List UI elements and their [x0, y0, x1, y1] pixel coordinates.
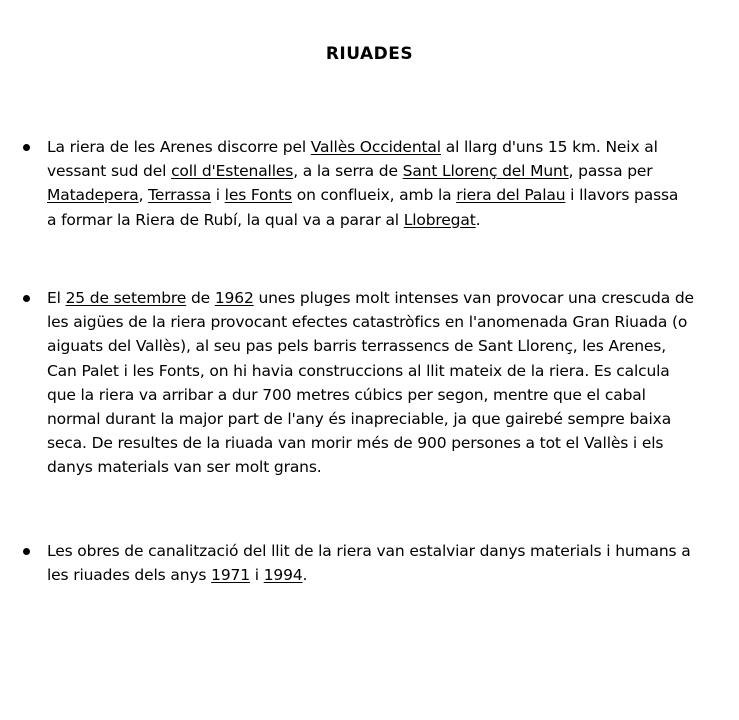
- text-link[interactable]: les Fonts: [224, 186, 292, 205]
- text-segment: a formar la Riera de Rubí, la qual va a parar al: [47, 210, 404, 229]
- text-segment: El: [47, 289, 66, 307]
- bullet-icon: [23, 548, 30, 555]
- text-line: [47, 539, 737, 563]
- text-segment: aiguats del Vallès), al seu pas pels barris terrassencs de Sant Llorenç, les Arenes,: [47, 337, 666, 356]
- text-segment: .: [475, 210, 481, 229]
- text-segment: les aigües de la riera provocant efectes catastròfics en l'anomenada Gran Riuada (o: [47, 313, 688, 332]
- text-segment: i: [249, 566, 264, 585]
- paragraph: [47, 539, 737, 587]
- text-segment: , a la serra de: [293, 162, 403, 181]
- text-link[interactable]: coll d'Estenalles: [171, 162, 294, 181]
- text-link[interactable]: 1994: [263, 566, 303, 585]
- text-link[interactable]: Matadepera: [47, 186, 139, 205]
- text-link[interactable]: Sant Llorenç del Munt: [402, 162, 569, 181]
- text-link[interactable]: riera del Palau: [456, 186, 566, 205]
- paragraph: [47, 135, 737, 232]
- text-segment: i llavors passa: [565, 186, 679, 205]
- text-line: [47, 286, 737, 310]
- text-line: [47, 359, 737, 383]
- list-item: [47, 286, 737, 480]
- text-line: [47, 563, 737, 587]
- text-link[interactable]: 1971: [211, 566, 250, 585]
- text-segment: de: [186, 289, 215, 307]
- text-line: [47, 208, 737, 232]
- text-segment: vessant sud del: [47, 162, 172, 181]
- text-segment: seca. De resultes de la riuada van morir més de 900 persones a tot el Vallès i els: [47, 434, 664, 453]
- text-segment: .: [302, 566, 308, 585]
- bullet-icon: [23, 295, 30, 302]
- text-line: [47, 334, 737, 358]
- text-segment: normal durant la major part de l'any és inapreciable, ja que gairebé sempre baixa: [47, 410, 672, 429]
- text-line: [47, 383, 737, 407]
- text-link[interactable]: Vallès Occidental: [310, 138, 441, 156]
- text-segment: al llarg d'uns 15 km. Neix al: [440, 138, 658, 156]
- text-line: [47, 310, 737, 334]
- text-line: [47, 135, 737, 159]
- text-line: [47, 431, 737, 455]
- text-line: [47, 183, 737, 207]
- text-segment: i: [210, 186, 225, 205]
- text-segment: Les obres de canalització del llit de la riera van estalviar danys materials i humans a: [47, 542, 691, 560]
- text-segment: , passa per: [568, 162, 653, 181]
- text-line: [47, 455, 737, 479]
- text-segment: que la riera va arribar a dur 700 metres cúbics per segon, mentre que el cabal: [47, 385, 646, 404]
- text-line: [47, 159, 737, 183]
- text-line: [47, 407, 737, 431]
- text-segment: danys materials van ser molt grans.: [47, 458, 322, 477]
- list-item: [47, 539, 737, 587]
- paragraph: [47, 286, 737, 480]
- text-segment: unes pluges molt intenses van provocar una crescuda de: [253, 289, 694, 307]
- text-link[interactable]: Terrassa: [148, 186, 211, 205]
- text-segment: les riuades dels anys: [47, 566, 212, 585]
- text-link[interactable]: Llobregat: [403, 210, 476, 229]
- text-segment: ,: [138, 186, 149, 205]
- text-segment: La riera de les Arenes discorre pel: [47, 138, 311, 156]
- list-item: [47, 135, 737, 232]
- text-link[interactable]: 25 de setembre: [65, 289, 187, 307]
- page-title: RIUADES: [325, 44, 414, 64]
- bullet-icon: [23, 144, 30, 151]
- text-link[interactable]: 1962: [214, 289, 254, 307]
- text-segment: Can Palet i les Fonts, on hi havia construccions al llit mateix de la riera. Es calcula: [47, 361, 670, 380]
- text-segment: on conflueix, amb la: [291, 186, 457, 205]
